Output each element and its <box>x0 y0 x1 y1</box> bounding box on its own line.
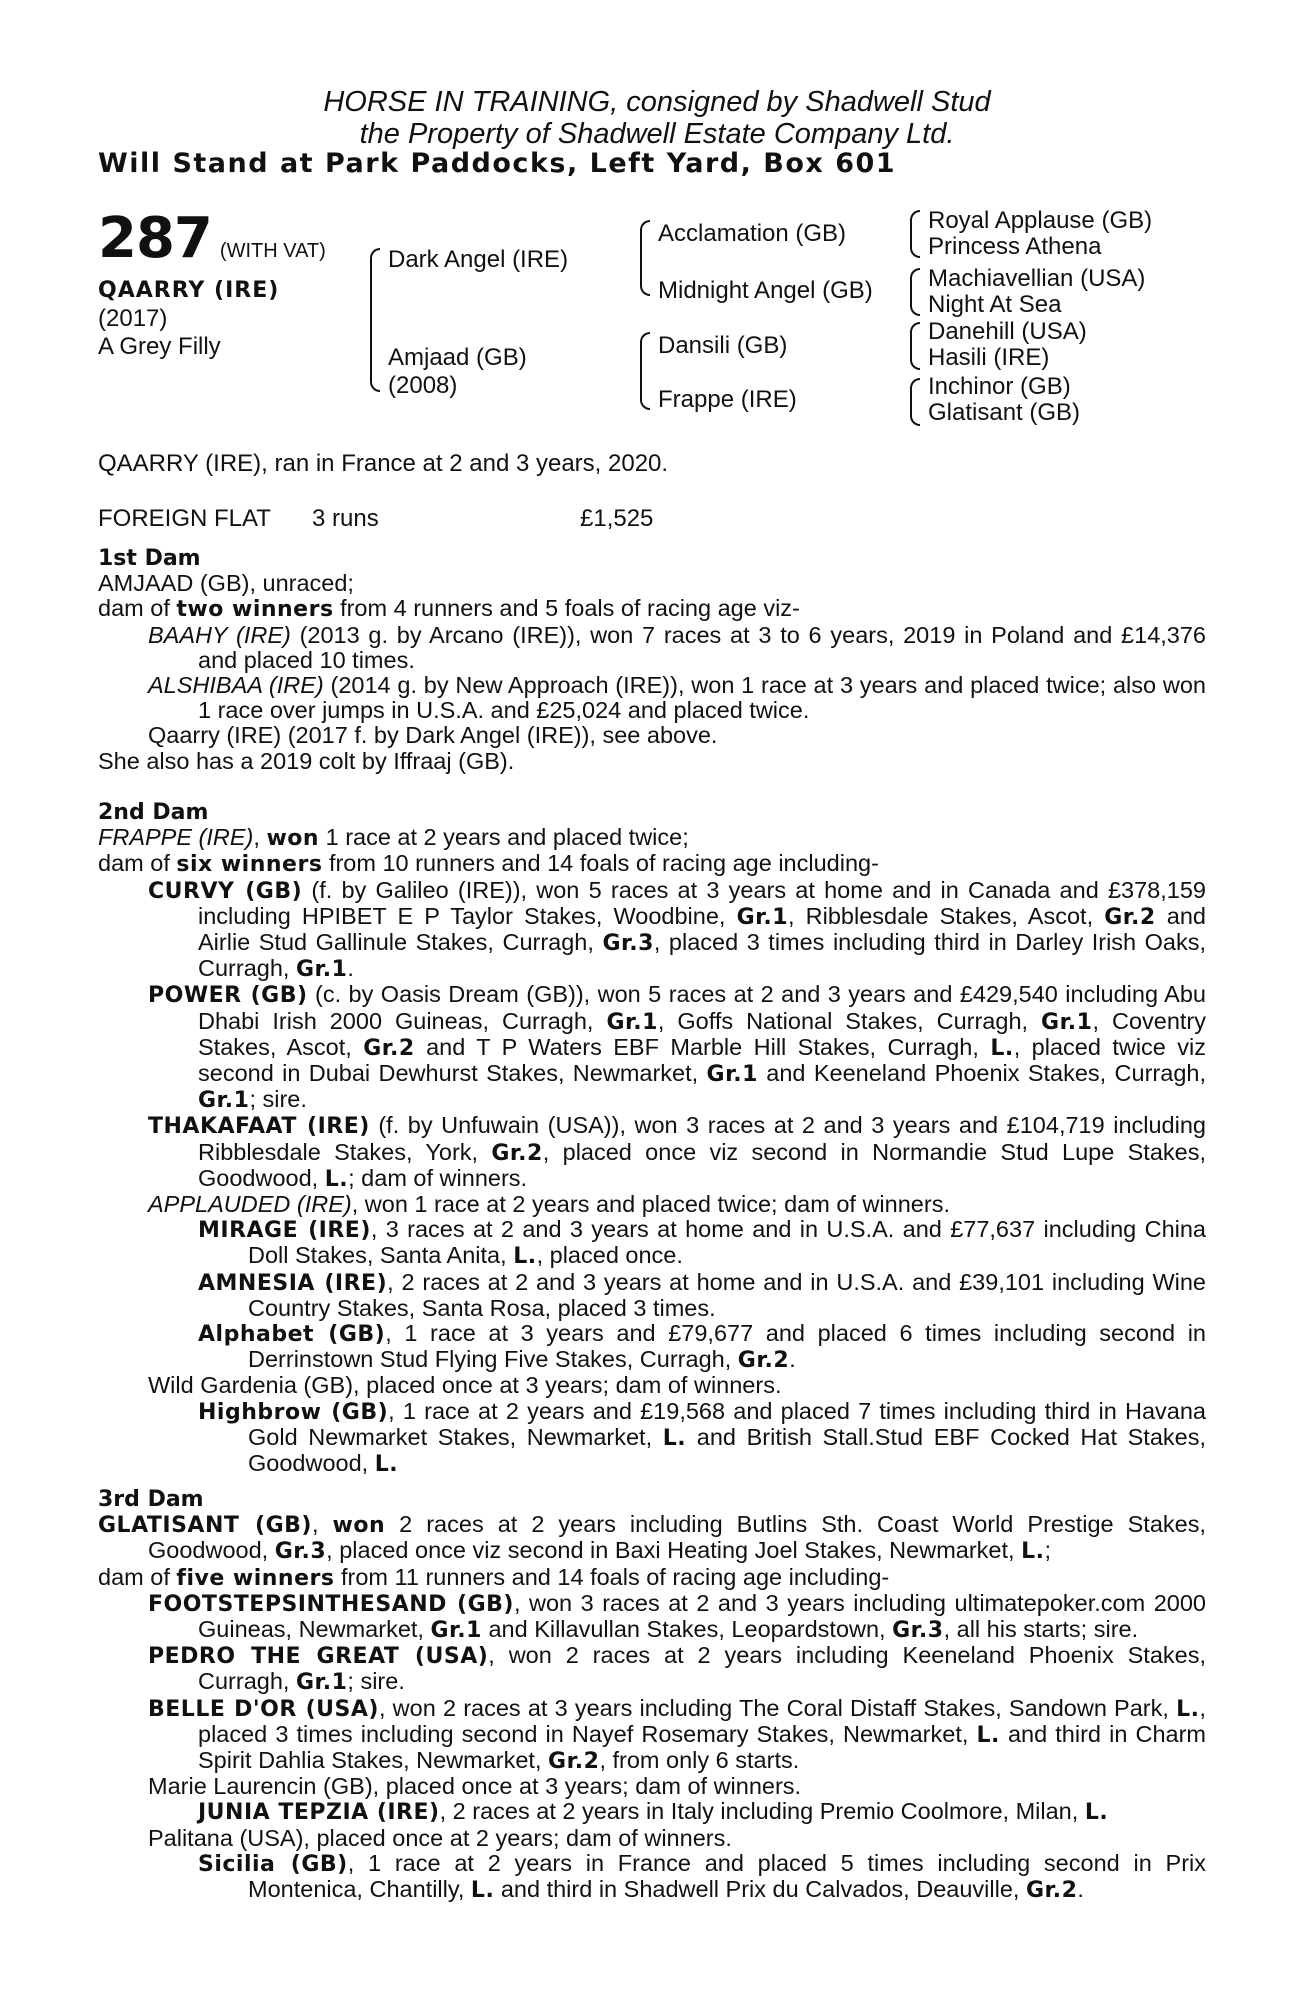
produce-entry: POWER (GB) (c. by Oasis Dream (GB)), won 5 races at 2 and 3 years and £429,540 including Abu Dhabi Irish 2000 Guineas, Curragh, Gr.1, Goffs National Stakes, Curragh, Gr.1, Coventry Stakes, Ascot, Gr.2 and T P Waters EBF Marble Hill Stakes, Curragh, L., placed twice viz second in Dubai Dewhurst Stakes, Newmarket, Gr.1 and Keeneland Phoenix Stakes, Curragh, Gr.1; sire. <box>148 981 1207 1114</box>
produce-entry: APPLAUDED (IRE), won 1 race at 2 years and placed twice; dam of winners. <box>148 1191 950 1218</box>
gg-bracket-3 <box>910 322 920 370</box>
third-dam-produce-summary: dam of five winners from 11 runners and 14 foals of racing age including- <box>98 1563 890 1591</box>
third-dam-heading: 3rd Dam <box>98 1487 204 1512</box>
ggparent-5: Danehill (USA) <box>928 318 1087 345</box>
grand-produce-entry: JUNIA TEPZIA (IRE), 2 races at 2 years in Italy including Premio Coolmore, Milan, L. <box>198 1798 1109 1826</box>
lot-number: 287 <box>98 206 212 271</box>
produce-entry: THAKAFAAT (IRE) (f. by Unfuwain (USA)), won 3 races at 2 and 3 years and £104,719 including Ribblesdale Stakes, York, Gr.2, placed once viz second in Normandie Stud Lupe Stakes, Goodwood, L.; dam of winners. <box>148 1112 1206 1192</box>
second-dam-line: FRAPPE (IRE), won 1 race at 2 years and placed twice; <box>98 824 689 852</box>
dam-bracket <box>640 332 650 410</box>
vat-label: (WITH VAT) <box>219 240 326 262</box>
produce-entry: BELLE D'OR (USA), won 2 races at 3 years including The Coral Distaff Stakes, Sandown Park, L., placed 3 times including second in Nayef Rosemary Stakes, Newmarket, L. and third in Charm Spirit Dahlia Stakes, Newmarket, Gr.2, from only 6 starts. <box>148 1694 1207 1775</box>
pedigree-bracket <box>370 248 380 392</box>
sire-name: Dark Angel (IRE) <box>388 246 569 273</box>
ggparent-3: Machiavellian (USA) <box>928 265 1146 292</box>
produce-entry: Marie Laurencin (GB), placed once at 3 years; dam of winners. <box>148 1773 802 1800</box>
sire-dam: Midnight Angel (GB) <box>658 277 873 304</box>
produce-entry: Wild Gardenia (GB), placed once at 3 years; dam of winners. <box>148 1372 782 1399</box>
grand-produce-entry: Highbrow (GB), 1 race at 2 years and £19,568 and placed 7 times including third in Havana Gold Newmarket Stakes, Newmarket, L. and British Stall.Stud EBF Cocked Hat Stakes, Goodwood, L. <box>198 1397 1206 1478</box>
produce-entry: BAAHY (IRE) (2013 g. by Arcano (IRE)), won 7 races at 3 to 6 years, 2019 in Poland and £14,376 and placed 10 times. <box>148 621 1206 673</box>
grand-produce-entry: Sicilia (GB), 1 race at 2 years in France and placed 5 times including second in Prix Montenica, Chantilly, L. and third in Shadwell Prix du Calvados, Deauville, Gr.2. <box>198 1849 1206 1904</box>
dam-dam: Frappe (IRE) <box>658 386 797 413</box>
produce-entry: FOOTSTEPSINTHESAND (GB), won 3 races at 2 and 3 years including ultimatepoker.com 2000 Guineas, Newmarket, Gr.1 and Killavullan Stakes, Leopardstown, Gr.3, all his starts; sire. <box>148 1589 1206 1644</box>
third-dam-line: GLATISANT (GB), won 2 races at 2 years including Butlins Sth. Coast World Prestige Stakes, Goodwood, Gr.3, placed once viz second in Baxi Heating Joel Stakes, Newmarket, L.; <box>98 1511 1206 1565</box>
foaling-year: (2017) <box>98 305 168 332</box>
first-dam-produce-summary: dam of two winners from 4 runners and 5 foals of racing age viz- <box>98 595 800 623</box>
ggparent-4: Night At Sea <box>928 291 1062 318</box>
second-dam-heading: 2nd Dam <box>98 800 209 825</box>
produce-entry: ALSHIBAA (IRE) (2014 g. by New Approach (IRE)), won 1 race at 3 years and placed twice; also won 1 race over jumps in U.S.A. and £25,024 and placed twice. <box>148 672 1206 724</box>
produce-entry: CURVY (GB) (f. by Galileo (IRE)), won 5 races at 3 years at home and in Canada and £378,159 including HPIBET E P Taylor Stakes, Woodbine, Gr.1, Ribblesdale Stakes, Ascot, Gr.2 and Airlie Stud Gallinule Stakes, Curragh, Gr.3, placed 3 times including third in Darley Irish Oaks, Curragh, Gr.1. <box>148 876 1207 983</box>
dam-sire: Dansili (GB) <box>658 332 788 359</box>
ggparent-8: Glatisant (GB) <box>928 399 1081 426</box>
first-dam-heading: 1st Dam <box>98 546 201 571</box>
produce-entry: Palitana (USA), placed once at 2 years; dam of winners. <box>148 1824 732 1851</box>
racing-runs: 3 runs <box>312 505 379 532</box>
third-dam-section <box>98 1487 1206 1903</box>
horse-name: QAARRY (IRE) <box>98 278 280 303</box>
second-dam-section <box>98 800 1206 1477</box>
produce-entry: Qaarry (IRE) (2017 f. by Dark Angel (IRE)), see above. <box>148 722 718 749</box>
owner-line: the Property of Shadwell Estate Company Ltd. <box>359 118 955 150</box>
racing-category: FOREIGN FLAT <box>98 505 271 532</box>
grand-produce-entry: Alphabet (GB), 1 race at 3 years and £79,677 and placed 6 times including second in Derrinstown Stud Flying Five Stakes, Curragh, Gr.2. <box>198 1320 1206 1374</box>
ggparent-6: Hasili (IRE) <box>928 344 1050 371</box>
racing-earnings: £1,525 <box>580 505 654 532</box>
first-dam-section <box>98 546 1206 774</box>
sire-sire: Acclamation (GB) <box>658 220 847 247</box>
grand-produce-entry: AMNESIA (IRE), 2 races at 2 and 3 years at home and in U.S.A. and £39,101 including Wine Country Stakes, Santa Rosa, placed 3 times. <box>198 1268 1207 1321</box>
produce-entry: PEDRO THE GREAT (USA), won 2 races at 2 years including Keeneland Phoenix Stakes, Curragh, Gr.1; sire. <box>148 1642 1206 1696</box>
ggparent-1: Royal Applause (GB) <box>928 207 1153 234</box>
gg-bracket-2 <box>910 268 920 316</box>
stabling-line: Will Stand at Park Paddocks, Left Yard, Box 601 <box>98 148 897 179</box>
dam-name: Amjaad (GB) <box>388 344 527 371</box>
horse-description: A Grey Filly <box>98 333 221 360</box>
grand-produce-entry: MIRAGE (IRE), 3 races at 2 and 3 years at home and in U.S.A. and £77,637 including China Doll Stakes, Santa Anita, L., placed once. <box>198 1216 1206 1270</box>
race-summary: QAARRY (IRE), ran in France at 2 and 3 years, 2020. <box>98 450 669 477</box>
gg-bracket-1 <box>910 210 920 258</box>
lot-number-block <box>98 206 326 271</box>
gg-bracket-4 <box>910 378 920 426</box>
ggparent-2: Princess Athena <box>928 233 1102 260</box>
consignor-line: HORSE IN TRAINING, consigned by Shadwell Stud <box>323 86 991 118</box>
sire-bracket <box>640 220 650 296</box>
dam-year: (2008) <box>388 372 458 399</box>
second-dam-produce-summary: dam of six winners from 10 runners and 14 foals of racing age including- <box>98 850 879 878</box>
ggparent-7: Inchinor (GB) <box>928 373 1071 400</box>
first-dam-footnote: She also has a 2019 colt by Iffraaj (GB). <box>98 747 515 774</box>
first-dam-line: AMJAAD (GB), unraced; <box>98 570 354 597</box>
